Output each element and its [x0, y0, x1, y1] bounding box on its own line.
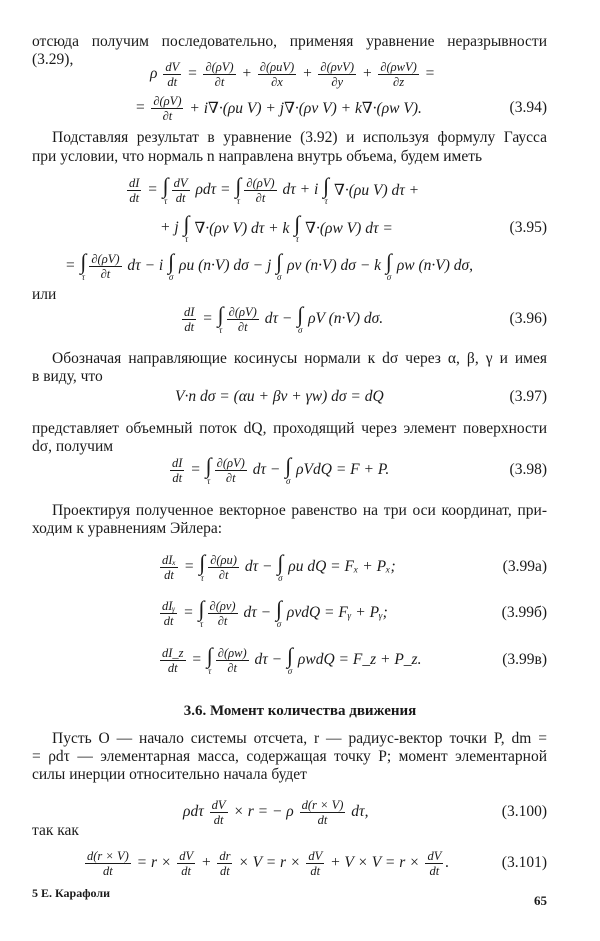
integral-sign	[235, 172, 242, 206]
equation-3-99b	[158, 593, 388, 633]
fraction-denominator: dt	[184, 319, 195, 334]
math-text: =	[187, 651, 206, 668]
math-text: ρV (n·V) dσ.	[304, 310, 384, 327]
equation-3-95-line-3	[65, 246, 473, 286]
section-heading: 3.6. Момент количества движения	[183, 703, 417, 719]
integral-domain: σ	[276, 618, 282, 629]
math-text: =	[65, 257, 80, 274]
fraction-numerator: dI_z	[162, 645, 184, 660]
integral-symbol-icon: ∫	[294, 210, 301, 236]
fraction-numerator: dV	[211, 797, 226, 812]
paragraph-line: так как	[32, 822, 79, 839]
fraction-numerator: dr	[219, 848, 231, 863]
fraction-denominator: dt	[163, 613, 174, 628]
math-text: ρVdQ = F + P.	[292, 461, 390, 478]
math-text: + i∇·(ρu V) + j∇·(ρv V) + k∇·(ρw V).	[185, 99, 422, 117]
math-text: ρdτ =	[191, 181, 235, 198]
math-text: dτ −	[260, 310, 297, 327]
integral-domain: τ	[295, 233, 299, 244]
integral-domain: τ	[219, 324, 223, 335]
integral-symbol-icon: ∫	[162, 172, 169, 198]
integral-domain: σ	[278, 572, 283, 583]
integral-domain: σ	[276, 271, 282, 282]
equation-number: (3.101)	[501, 854, 547, 871]
fraction-denominator: dt	[103, 863, 113, 878]
fraction-denominator: ∂t	[214, 74, 225, 89]
integral-sign	[323, 172, 330, 206]
fraction-numerator: dV	[427, 848, 442, 863]
integral-domain: σ	[297, 324, 303, 335]
equation-number: (3.99а)	[502, 558, 547, 575]
integral-symbol-icon: ∫	[276, 248, 283, 274]
fraction	[170, 456, 184, 485]
paragraph-line: при условии, что нормаль n направлена внутрь объема, будем иметь	[32, 148, 483, 165]
fraction-numerator: d(r × V)	[301, 797, 344, 812]
equation-number: (3.95)	[509, 219, 547, 236]
integral-domain: σ	[285, 475, 291, 486]
fraction-numerator: ∂(ρV)	[246, 175, 275, 190]
fraction	[160, 646, 186, 675]
integral-domain: τ	[208, 665, 212, 676]
fraction	[258, 60, 296, 89]
math-text: ρv (n·V) dσ − k	[283, 257, 385, 274]
fraction-denominator: dt	[129, 190, 140, 205]
equation-3-101	[83, 843, 449, 883]
fraction	[203, 60, 235, 89]
math-text: + V × V = r ×	[326, 854, 424, 871]
equation-3-94-line-2	[135, 88, 422, 128]
integral-symbol-icon: ∫	[183, 210, 190, 236]
fraction-denominator: dt	[175, 190, 186, 205]
integral-symbol-icon: ∫	[277, 549, 284, 575]
fraction-denominator: dt	[213, 812, 224, 827]
fraction-numerator: ∂(ρvV)	[320, 59, 355, 74]
fraction-numerator: ∂(ρwV)	[380, 59, 417, 74]
math-text: dτ −	[239, 604, 275, 621]
integral-domain: τ	[199, 618, 204, 629]
paragraph-line: силы инерции относительно начала будет	[32, 766, 307, 783]
fraction-numerator: dI	[172, 455, 183, 470]
equation-number: (3.97)	[509, 388, 547, 405]
fraction-denominator: dt	[310, 863, 321, 878]
fraction	[244, 176, 276, 205]
fraction-denominator: ∂t	[255, 190, 266, 205]
fraction	[177, 849, 195, 878]
integral-sign	[276, 248, 283, 282]
integral-domain: τ	[324, 195, 328, 206]
fraction-numerator: d(r × V)	[87, 848, 129, 863]
fraction-numerator: ∂(ρuV)	[259, 59, 295, 74]
fraction	[216, 646, 249, 675]
integral-domain: τ	[200, 572, 204, 583]
integral-symbol-icon: ∫	[198, 595, 205, 621]
fraction	[127, 176, 141, 205]
math-text: dτ −	[250, 651, 287, 668]
integral-sign	[205, 452, 212, 486]
fraction-denominator: ∂t	[225, 470, 236, 485]
equation-3-96	[180, 299, 383, 339]
equation-3-99c	[158, 640, 421, 680]
math-text: +	[197, 854, 216, 871]
equation-number: (3.94)	[509, 99, 547, 116]
equation-number: (3.99в)	[502, 651, 547, 668]
integral-sign	[80, 248, 87, 282]
fraction	[151, 94, 183, 123]
integral-domain: τ	[184, 233, 189, 244]
fraction-denominator: dt	[220, 863, 230, 878]
footer-signature: 5 Е. Карафоли	[32, 886, 111, 900]
integral-symbol-icon: ∫	[323, 172, 330, 198]
equation-number: (3.96)	[509, 310, 547, 327]
fraction	[182, 305, 196, 334]
math-text: dτ −	[240, 558, 277, 575]
fraction	[172, 176, 190, 205]
fraction-numerator: ∂(ρw)	[217, 645, 247, 660]
fraction-denominator: ∂t	[218, 567, 229, 582]
math-text: V·n dσ = (αu + βv + γw) dσ = dQ	[175, 388, 384, 405]
fraction	[378, 60, 418, 89]
fraction-denominator: ∂t	[162, 108, 173, 123]
fraction-denominator: dt	[172, 470, 183, 485]
integral-symbol-icon: ∫	[168, 248, 175, 274]
integral-sign	[277, 549, 284, 583]
integral-sign	[287, 642, 294, 676]
math-text: =	[198, 310, 217, 327]
math-text: × V = r ×	[234, 854, 305, 871]
integral-domain: σ	[386, 271, 392, 282]
fraction	[217, 849, 232, 878]
fraction-denominator: ∂t	[227, 660, 238, 675]
integral-symbol-icon: ∫	[287, 642, 294, 668]
math-text: =	[179, 604, 198, 621]
fraction-numerator: ∂(ρV)	[205, 59, 234, 74]
math-text: dτ,	[347, 803, 369, 820]
page-number: 65	[534, 893, 547, 908]
fraction	[208, 599, 238, 628]
fraction	[227, 305, 259, 334]
paragraph-line: или	[32, 286, 57, 303]
integral-sign	[168, 248, 175, 282]
integral-sign	[217, 301, 224, 335]
paragraph-line: dσ, получим	[32, 438, 114, 455]
fraction-numerator: ∂(ρV)	[91, 251, 120, 266]
equation-number: (3.100)	[501, 803, 547, 820]
math-text: +	[298, 65, 317, 82]
equation-number: (3.99б)	[501, 604, 547, 621]
fraction-numerator: dV	[179, 848, 194, 863]
integral-symbol-icon: ∫	[235, 172, 242, 198]
fraction-denominator: ∂y	[331, 74, 344, 89]
fraction-denominator: ∂t	[237, 319, 248, 334]
fraction	[215, 456, 247, 485]
fraction-numerator: dV	[308, 848, 323, 863]
integral-sign	[162, 172, 169, 206]
math-text: =	[143, 181, 162, 198]
math-text: +	[237, 65, 256, 82]
integral-sign	[276, 595, 283, 629]
math-text: ρu (n·V) dσ − j	[175, 257, 276, 274]
math-text: ∇·(ρw V) dτ =	[301, 219, 393, 237]
integral-symbol-icon: ∫	[385, 248, 392, 274]
fraction-numerator: dIₓ	[162, 552, 176, 567]
paragraph-line: Проектируя полученное векторное равенство на три оси координат, при-	[52, 502, 547, 519]
integral-symbol-icon: ∫	[276, 595, 283, 621]
integral-symbol-icon: ∫	[80, 248, 87, 274]
paragraph-line: в виду, что	[32, 368, 103, 385]
integral-domain: τ	[207, 475, 211, 486]
fraction	[208, 553, 239, 582]
fraction	[89, 252, 121, 281]
fraction-denominator: dt	[167, 660, 178, 675]
fraction-numerator: dIᵧ	[162, 598, 176, 613]
math-text: ∇·(ρv V) dτ + k	[190, 219, 294, 237]
integral-symbol-icon: ∫	[199, 549, 206, 575]
fraction	[85, 849, 131, 878]
fraction-numerator: ∂(ρV)	[216, 455, 245, 470]
fraction-numerator: ∂(ρu)	[210, 552, 237, 567]
fraction	[306, 849, 324, 878]
fraction	[163, 60, 181, 89]
fraction-numerator: ∂(ρv)	[209, 598, 236, 613]
fraction-numerator: dV	[165, 59, 180, 74]
equation-3-95-line-2	[160, 208, 393, 248]
math-text: dτ + i	[278, 181, 323, 198]
integral-domain: τ	[164, 195, 168, 206]
equation-number: (3.98)	[509, 461, 547, 478]
equation-3-98	[168, 450, 389, 490]
equation-3-99a	[158, 547, 396, 587]
paragraph-line: ходим к уравнениям Эйлера:	[32, 520, 223, 537]
integral-sign	[183, 210, 190, 244]
math-text: dτ −	[248, 461, 285, 478]
fraction-denominator: dt	[164, 567, 174, 582]
integral-sign	[206, 642, 213, 676]
paragraph-line: Пусть O — начало системы отсчета, r — радиус-вектор точки P, dm =	[52, 730, 547, 747]
math-text: =	[183, 65, 202, 82]
integral-symbol-icon: ∫	[297, 301, 304, 327]
math-text: × r = − ρ	[229, 803, 298, 820]
math-text: ρ	[150, 65, 162, 82]
fraction-numerator: dI	[129, 175, 140, 190]
fraction	[318, 60, 356, 89]
paragraph-line: представляет объемный поток dQ, проходящий через элемент поверхности	[32, 420, 547, 437]
math-text: ρw (n·V) dσ,	[392, 257, 474, 274]
paragraph-line: = ρdτ — элементарная масса, содержащая точку P; момент элементарной	[32, 748, 547, 765]
math-text: =	[135, 99, 150, 116]
paragraph-line: отсюда получим последовательно, применяя уравнение неразрывности (3.29),	[32, 33, 547, 68]
math-text: ρu dQ = Fₓ + Pₓ;	[284, 558, 396, 575]
fraction-denominator: ∂z	[393, 74, 405, 89]
integral-symbol-icon: ∫	[205, 452, 212, 478]
fraction-numerator: dI	[184, 304, 195, 319]
integral-domain: τ	[236, 195, 241, 206]
equation-3-95-line-1	[125, 170, 419, 210]
math-text: dτ − i	[123, 257, 168, 274]
fraction-denominator: ∂t	[100, 266, 111, 281]
integral-symbol-icon: ∫	[217, 301, 224, 327]
fraction-denominator: dt	[317, 812, 328, 827]
fraction-denominator: dt	[181, 863, 192, 878]
math-text: = r ×	[132, 854, 176, 871]
math-text: ∇·(ρu V) dτ +	[330, 181, 420, 199]
fraction-numerator: dV	[173, 175, 188, 190]
fraction-numerator: ∂(ρV)	[228, 304, 257, 319]
integral-symbol-icon: ∫	[206, 642, 213, 668]
fraction-numerator: ∂(ρV)	[153, 93, 182, 108]
math-text: =	[186, 461, 205, 478]
fraction-denominator: dt	[429, 863, 440, 878]
math-text: + j	[160, 219, 183, 236]
math-text: ρwdQ = F_z + P_z.	[294, 651, 422, 668]
integral-sign	[294, 210, 301, 244]
integral-sign	[199, 549, 206, 583]
paragraph-line: Подставляя результат в уравнение (3.92) и используя формулу Гаусса	[52, 129, 547, 146]
fraction	[160, 599, 177, 628]
equation-3-97	[175, 377, 384, 417]
math-text: =	[420, 65, 436, 82]
integral-domain: τ	[81, 271, 85, 282]
integral-sign	[285, 452, 292, 486]
math-text: ρvdQ = Fᵧ + Pᵧ;	[283, 604, 388, 621]
fraction-denominator: dt	[167, 74, 178, 89]
fraction-denominator: ∂t	[217, 613, 228, 628]
integral-sign	[385, 248, 392, 282]
integral-sign	[297, 301, 304, 335]
fraction	[425, 849, 443, 878]
paragraph-line: Обозначая направляющие косинусы нормали к dσ через α, β, γ и имея	[52, 350, 547, 367]
integral-symbol-icon: ∫	[285, 452, 292, 478]
math-text: ρdτ	[183, 803, 208, 820]
fraction	[160, 553, 178, 582]
math-text: =	[179, 558, 199, 575]
math-text: .	[445, 854, 450, 871]
math-text: +	[358, 65, 377, 82]
integral-sign	[198, 595, 205, 629]
integral-domain: σ	[287, 665, 293, 676]
integral-domain: σ	[168, 271, 174, 282]
fraction-denominator: ∂x	[271, 74, 283, 89]
